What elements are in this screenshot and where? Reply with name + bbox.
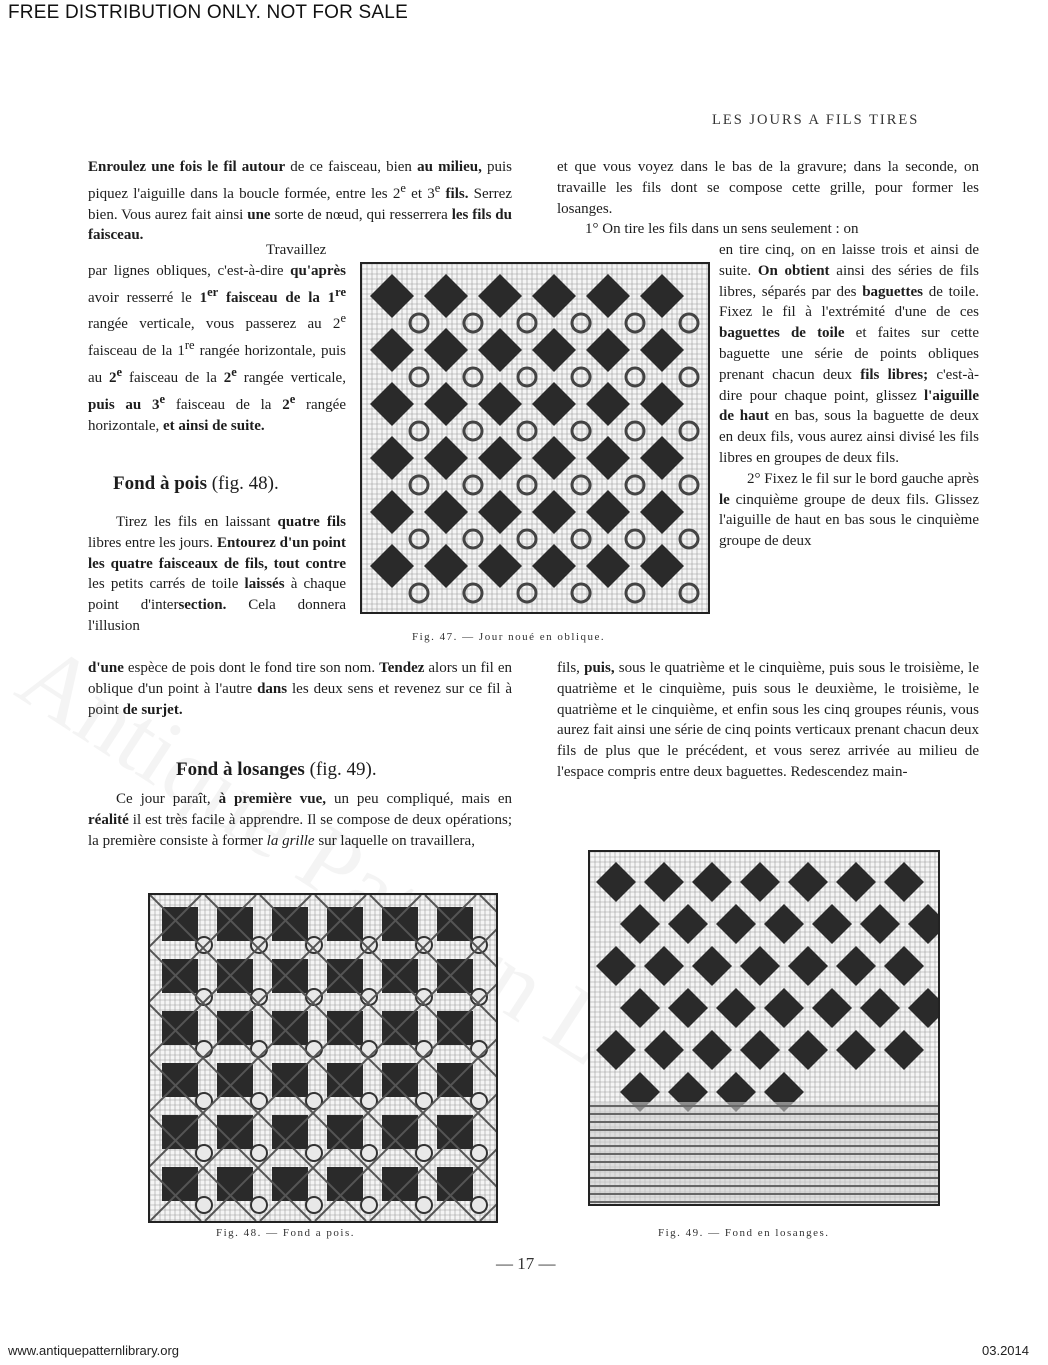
pois-wide [88, 658, 512, 720]
left-column-narrow [88, 240, 346, 436]
figure-48-caption: Fig. 48. — Fond a pois. [216, 1227, 356, 1239]
figure-48-image [148, 893, 498, 1223]
paragraph-grille: et que vous voyez dans le bas de la gravure; dans la seconde, on travaille les fils dont se compose cette grille, pour former les losanges. [557, 159, 979, 217]
footer-url: www.antiquepatternlibrary.org [8, 1343, 180, 1358]
pois-narrow [88, 512, 346, 637]
paragraph-step2-cont: fils, puis, sous le quatrième et le cinquième, puis sous le troisième, le quatrième et le cinquième, puis sous le deuxième, le troisième, le quatrième et le cinquième, et enfin sous les cinq groupes réunis, vous aurez fait ainsi une série de cinq points verticaux prenant chacun deux fils de plus que le précédent, et vous serez arrivée au milieu de l'espace compris entre deux baguettes. Redescendez main- [557, 660, 979, 780]
page-number: — 17 — [496, 1254, 556, 1273]
figure-49-image [588, 850, 940, 1206]
paragraph-pois: Tirez les fils en laissant quatre fils libres entre les jours. Entourez d'un point les quatre faisceaux de fils, tout contre les petits carrés de toile laissés à chaque point d'intersection. Cela donnera l'illusion [88, 514, 346, 634]
heading-label: Fond à losanges [176, 759, 305, 780]
right-column-wide [557, 658, 979, 783]
paragraph-losanges: Ce jour paraît, à première vue, un peu compliqué, mais en réalité il est très facile à apprendre. Il se compose de deux opérations; la première consiste à former la grille sur laquelle on travaillera, [88, 791, 512, 849]
right-column-top [557, 157, 979, 240]
losanges-text [88, 789, 512, 851]
heading-ref: (fig. 49). [309, 759, 377, 780]
paragraph-step1: en tire cinq, on en laisse trois et ainsi de suite. On obtient ainsi des séries de fils libres, séparés par des baguettes de toile. Fixez le fil à l'extrémité d'une de ces baguettes de toile et faites sur cette baguette une série de points obliques prenant chacun deux fils libres; c'est-à-dire pour chaque point, glissez l'aiguille de haut en bas, sous la baguette de deux en deux fils, vous aurez ainsi divisé les fils libres en groupes de deux fils. [719, 242, 979, 466]
right-column-narrow [719, 240, 979, 552]
heading-label: Fond à pois [113, 473, 207, 494]
figure-47-caption: Fig. 47. — Jour noué en oblique. [412, 631, 606, 643]
figure-47-image [360, 262, 710, 614]
distribution-banner: FREE DISTRIBUTION ONLY. NOT FOR SALE [8, 2, 408, 23]
heading-fond-a-pois [113, 473, 279, 495]
paragraph-step2: 2° Fixez le fil sur le bord gauche après le cinquième groupe de deux fils. Glissez l'aiguille de haut en bas sous le cinquième groupe de deux [719, 470, 979, 550]
figure-49-caption: Fig. 49. — Fond en losanges. [658, 1227, 830, 1239]
footer-date: 03.2014 [982, 1343, 1029, 1358]
left-column-intro [88, 157, 512, 246]
paragraph-intro: Enroulez une fois le fil autour de ce faisceau, bien au milieu, puis piquez l'aiguille dans la boucle formée, entre les 2e et 3e fils. Serrez bien. Vous aurez fait ainsi une sorte de nœud, qui resserrera les fils du faisceau. [88, 159, 512, 244]
heading-fond-a-losanges [176, 759, 377, 781]
paragraph-travaillez: Travaillez par lignes obliques, c'est-à-dire qu'après avoir resserré le 1er faisceau de la 1re rangée verticale, vous passerez au 2e faisceau de la 1re rangée horizontale, puis au 2e faisceau de la 2e rangée verticale, puis au 3e faisceau de la 2e rangée horizontale, et ainsi de suite. [88, 242, 347, 434]
heading-ref: (fig. 48). [211, 473, 279, 494]
running-header: LES JOURS A FILS TIRES [712, 112, 920, 128]
paragraph-step1-start: 1° On tire les fils dans un sens seulement : on [585, 221, 859, 238]
paragraph-pois-cont: d'une espèce de pois dont le fond tire son nom. Tendez alors un fil en oblique d'un point à l'autre dans les deux sens et revenez sur ce fil à point de surjet. [88, 660, 512, 718]
